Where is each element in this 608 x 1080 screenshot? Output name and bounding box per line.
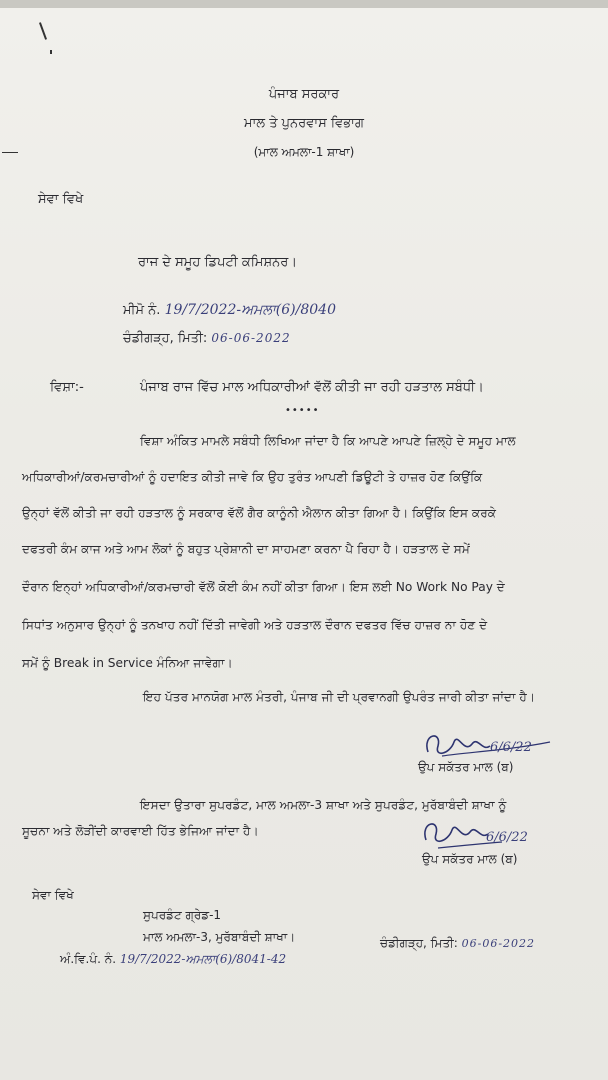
endorsement-label: ਅੰ.ਵਿ.ਪੰ. ਨੰ. — [60, 952, 117, 966]
copy-line-1: ਇਸਦਾ ਉਤਾਰਾ ਸੁਪਰਡੰਟ, ਮਾਲ ਅਮਲਾ-3 ਸ਼ਾਖਾ ਅਤੇ ਸੁਪਰਡੰਟ, ਮੁਰੱਬਾਬੰਦੀ ਸ਼ਾਖਾ ਨੂੰ — [140, 798, 507, 812]
edge-mark — [39, 22, 47, 40]
memo-number: 19/7/2022-ਅਮਲਾ(6)/8040 — [164, 302, 336, 318]
header-line-2: ਮਾਲ ਤੇ ਪੁਨਰਵਾਸ ਵਿਭਾਗ — [244, 116, 364, 131]
body-line-6: ਸਿਧਾਂਤ ਅਨੁਸਾਰ ਉਨ੍ਹਾਂ ਨੂੰ ਤਨਖਾਹ ਨਹੀਂ ਦਿੱਤੀ ਜਾਵੇਗੀ ਅਤੇ ਹੜਤਾਲ ਦੌਰਾਨ ਦਫਤਰ ਵਿੱਚ ਹਾਜ਼ਰ ਨਾ ਹੋਣ ਦੇ — [22, 618, 488, 632]
place-date-line — [123, 331, 291, 346]
body-line-5: ਦੌਰਾਨ ਇਨ੍ਹਾਂ ਅਧਿਕਾਰੀਆਂ/ਕਰਮਚਾਰੀ ਵੱਲੋਂ ਕੋਈ ਕੰਮ ਨਹੀਂ ਕੀਤਾ ਗਿਆ। ਇਸ ਲਈ No Work No Pay ਦੇ — [22, 580, 505, 594]
endorsement-line — [60, 952, 286, 967]
header-line-3: (ਮਾਲ ਅਮਲਾ-1 ਸ਼ਾਖਾ) — [253, 145, 355, 159]
body-line-4: ਦਫਤਰੀ ਕੰਮ ਕਾਜ ਅਤੇ ਆਮ ਲੋਕਾਂ ਨੂੰ ਬਹੁਤ ਪ੍ਰੇਸ਼ਾਨੀ ਦਾ ਸਾਹਮਣਾ ਕਰਨਾ ਪੈ ਰਿਹਾ ਹੈ। ਹੜਤਾਲ ਦੇ ਸਮੇਂ — [22, 542, 470, 556]
signature-1-designation: ਉਪ ਸਕੱਤਰ ਮਾਲ (ਬ) — [418, 760, 514, 774]
body-line-3: ਉਨ੍ਹਾਂ ਵੱਲੋਂ ਕੀਤੀ ਜਾ ਰਹੀ ਹੜਤਾਲ ਨੂੰ ਸਰਕਾਰ ਵੱਲੋਂ ਗੈਰ ਕਾਨੂੰਨੀ ਐਲਾਨ ਕੀਤਾ ਗਿਆ ਹੈ। ਕਿਉਂਕਿ ਇਸ ਕਰਕੇ — [22, 506, 497, 520]
footer-place-date — [380, 936, 535, 951]
copy-line-2: ਸੂਚਨਾ ਅਤੇ ਲੋੜੀਂਦੀ ਕਾਰਵਾਈ ਹਿੱਤ ਭੇਜਿਆ ਜਾਂਦਾ ਹੈ। — [22, 824, 259, 838]
recipient: ਰਾਜ ਦੇ ਸਮੂਹ ਡਿਪਟੀ ਕਮਿਸ਼ਨਰ। — [138, 255, 298, 270]
approval-line: ਇਹ ਪੱਤਰ ਮਾਨਯੋਗ ਮਾਲ ਮੰਤਰੀ, ਪੰਜਾਬ ਜੀ ਦੀ ਪ੍ਰਵਾਨਗੀ ਉਪਰੰਤ ਜਾਰੀ ਕੀਤਾ ਜਾਂਦਾ ਹੈ। — [143, 690, 536, 704]
body-line-7: ਸਮੇਂ ਨੂੰ Break in Service ਮੰਨਿਆ ਜਾਵੇਗਾ। — [22, 656, 233, 670]
memo-label: ਮੀਮੋ ਨੰ. — [123, 303, 161, 318]
page-top-edge — [0, 0, 608, 8]
memo-line — [123, 302, 336, 318]
subject-label: ਵਿਸ਼ਾ:- — [50, 380, 84, 395]
place-date-value: 06-06-2022 — [211, 331, 291, 345]
signature-2-date: 6/6/22 — [486, 830, 528, 845]
footer-place-date-label: ਚੰਡੀਗੜ੍ਹ, ਮਿਤੀ: — [380, 936, 458, 950]
signature-1-date: 6/6/22 — [490, 740, 532, 755]
subject-text: ਪੰਜਾਬ ਰਾਜ ਵਿੱਚ ਮਾਲ ਅਧਿਕਾਰੀਆਂ ਵੱਲੋਂ ਕੀਤੀ ਜਾ ਰਹੀ ਹੜਤਾਲ ਸਬੰਧੀ। — [140, 380, 484, 395]
footer-place-date-value: 06-06-2022 — [461, 937, 536, 950]
footer-salutation: ਸੇਵਾ ਵਿਖੇ — [32, 888, 74, 902]
place-date-label: ਚੰਡੀਗੜ੍ਹ, ਮਿਤੀ: — [123, 331, 208, 346]
footer-addressee-2: ਮਾਲ ਅਮਲਾ-3, ਮੁਰੱਬਾਬੰਦੀ ਸ਼ਾਖਾ। — [143, 930, 296, 944]
footer-addressee-1: ਸੁਪਰਡੰਟ ਗ੍ਰੇਡ-1 — [143, 908, 222, 922]
signature-2-designation: ਉਪ ਸਕੱਤਰ ਮਾਲ (ਬ) — [422, 852, 518, 866]
body-line-1: ਵਿਸ਼ਾ ਅੰਕਿਤ ਮਾਮਲੇ ਸਬੰਧੀ ਲਿਖਿਆ ਜਾਂਦਾ ਹੈ ਕਿ ਆਪਣੇ ਆਪਣੇ ਜ਼ਿਲ੍ਹੇ ਦੇ ਸਮੂਹ ਮਾਲ — [140, 434, 516, 448]
edge-mark-dot — [50, 50, 52, 54]
header-line-1: ਪੰਜਾਬ ਸਰਕਾਰ — [268, 87, 340, 102]
body-line-2: ਅਧਿਕਾਰੀਆਂ/ਕਰਮਚਾਰੀਆਂ ਨੂੰ ਹਦਾਇਤ ਕੀਤੀ ਜਾਵੇ ਕਿ ਉਹ ਤੁਰੰਤ ਆਪਣੀ ਡਿਊਟੀ ਤੇ ਹਾਜ਼ਰ ਹੋਣ ਕਿਉਂਕਿ — [22, 470, 483, 484]
salutation: ਸੇਵਾ ਵਿਖੇ — [38, 192, 84, 207]
endorsement-number: 19/7/2022-ਅਮਲਾ(6)/8041-42 — [119, 952, 287, 966]
separator: ••••• — [285, 405, 320, 416]
